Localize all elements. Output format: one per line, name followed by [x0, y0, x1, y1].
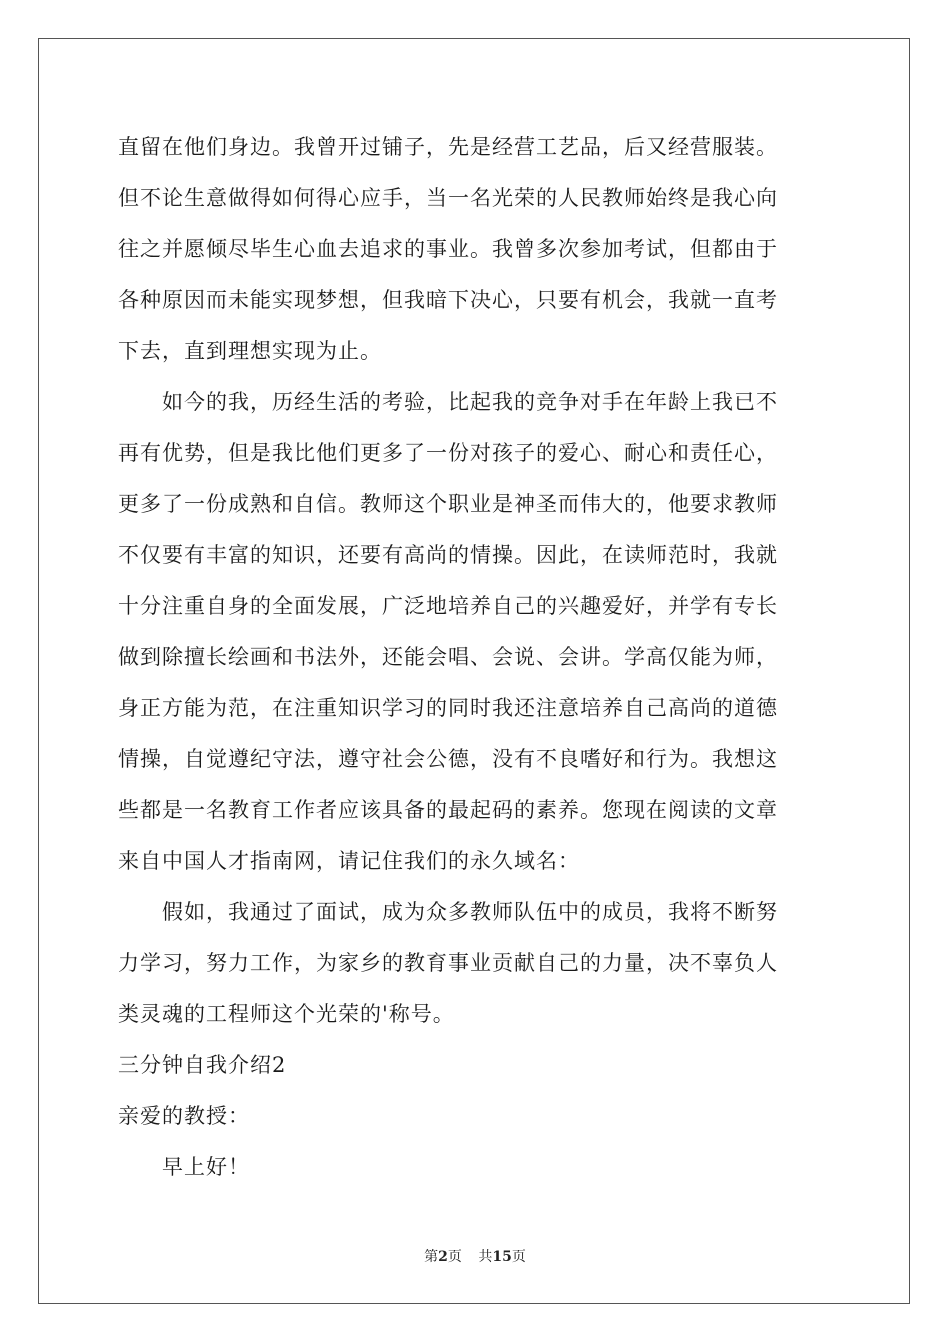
total-prefix: 共 — [478, 1249, 493, 1265]
total-suffix: 页 — [511, 1249, 526, 1265]
page-footer — [0, 1246, 950, 1266]
text-line: 身正方能为范，在注重知识学习的同时我还注意培养自己高尚的道德 — [118, 696, 778, 720]
text-line: 来自中国人才指南网，请记住我们的永久域名： — [118, 849, 580, 873]
page-prefix: 第 — [424, 1249, 439, 1265]
salutation: 亲爱的教授： — [118, 1104, 250, 1128]
text-line: 下去，直到理想实现为止。 — [118, 339, 382, 363]
text-line: 情操，自觉遵纪守法，遵守社会公德，没有不良嗜好和行为。我想这 — [118, 747, 778, 771]
section-heading: 三分钟自我介绍2 — [118, 1053, 287, 1077]
text-line: 类灵魂的工程师这个光荣的'称号。 — [118, 1002, 455, 1026]
text-line: 十分注重自身的全面发展，广泛地培养自己的兴趣爱好，并学有专长 — [118, 594, 778, 618]
text-line: 直留在他们身边。我曾开过铺子，先是经营工艺品，后又经营服装。 — [118, 135, 778, 159]
text-line: 力学习，努力工作，为家乡的教育事业贡献自己的力量，决不辜负人 — [118, 951, 778, 975]
total-pages: 15 — [492, 1249, 512, 1265]
page-number: 2 — [438, 1249, 448, 1265]
text-line: 如今的我，历经生活的考验，比起我的竞争对手在年龄上我已不 — [162, 390, 778, 414]
text-line: 些都是一名教育工作者应该具备的最起码的素养。您现在阅读的文章 — [118, 798, 778, 822]
text-line: 再有优势，但是我比他们更多了一份对孩子的爱心、耐心和责任心， — [118, 441, 778, 465]
greeting: 早上好！ — [162, 1155, 250, 1179]
page-suffix: 页 — [447, 1249, 462, 1265]
text-line: 更多了一份成熟和自信。教师这个职业是神圣而伟大的，他要求教师 — [118, 492, 778, 516]
text-line: 假如，我通过了面试，成为众多教师队伍中的成员，我将不断努 — [162, 900, 778, 924]
page-indicator — [424, 1249, 462, 1265]
document-body — [118, 122, 834, 1193]
total-pages-indicator — [478, 1249, 525, 1265]
text-line: 不仅要有丰富的知识，还要有高尚的情操。因此，在读师范时，我就 — [118, 543, 778, 567]
text-line: 但不论生意做得如何得心应手，当一名光荣的人民教师始终是我心向 — [118, 186, 778, 210]
text-line: 往之并愿倾尽毕生心血去追求的事业。我曾多次参加考试，但都由于 — [118, 237, 778, 261]
text-line: 各种原因而未能实现梦想，但我暗下决心，只要有机会，我就一直考 — [118, 288, 778, 312]
text-line: 做到除擅长绘画和书法外，还能会唱、会说、会讲。学高仅能为师， — [118, 645, 778, 669]
